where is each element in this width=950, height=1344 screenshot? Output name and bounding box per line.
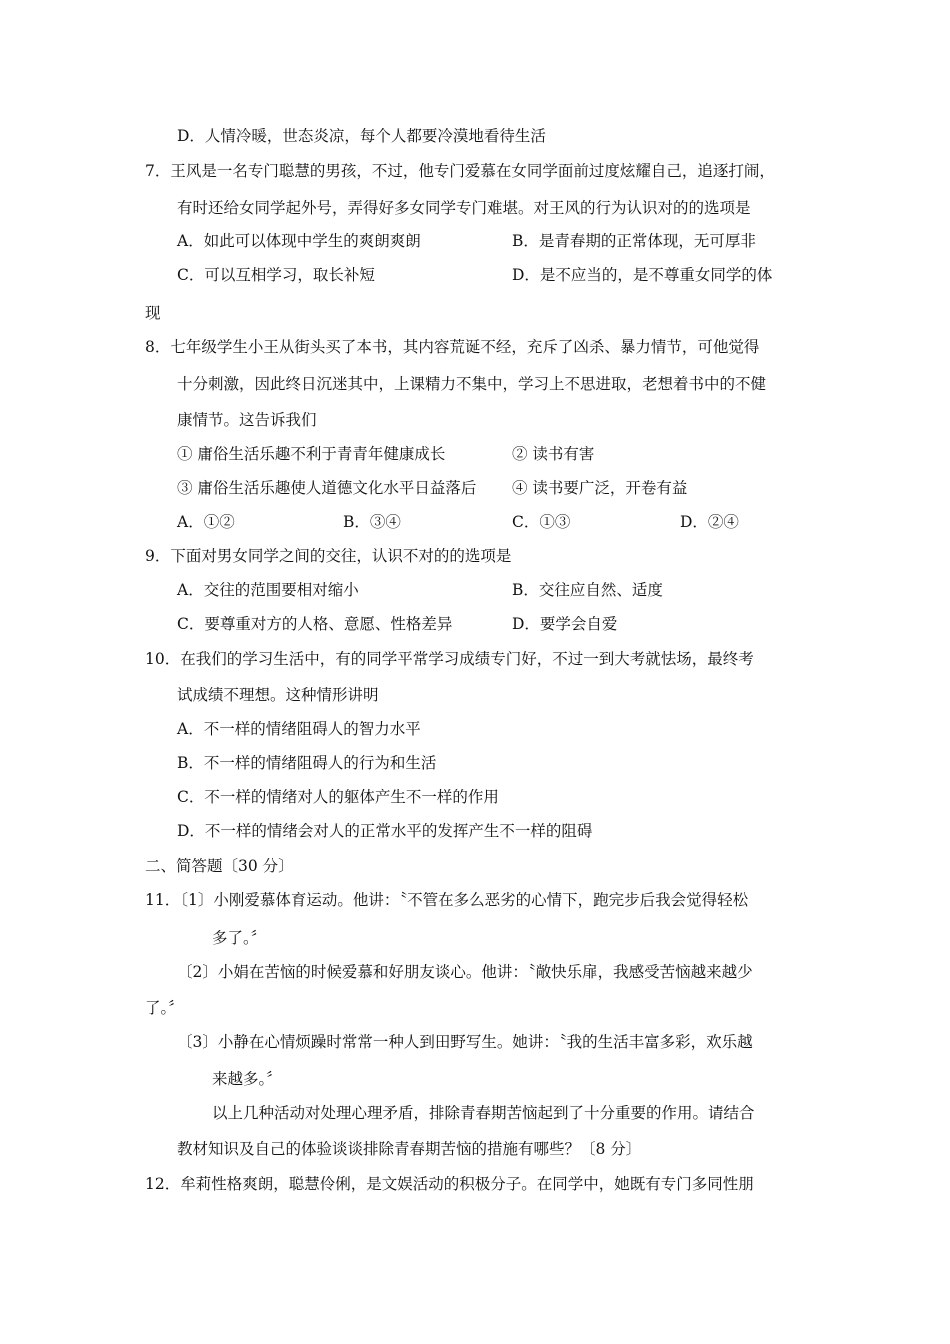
q9-option-b: B．交往应自然、适度	[512, 581, 663, 599]
q8-item-1: ① 庸俗生活乐趣不利于青青年健康成长	[177, 445, 446, 463]
q7-stem-line1: 7．王风是一名专门聪慧的男孩，不过，他专门爱慕在女同学面前过度炫耀自己，追逐打闹，	[145, 162, 775, 180]
q7-option-a: A．如此可以体现中学生的爽朗爽朗	[177, 232, 421, 250]
q8-option-b: B．③④	[343, 513, 401, 531]
q8-option-d: D．②④	[680, 513, 739, 531]
section-2-title: 二、简答题〔30 分〕	[145, 857, 294, 875]
q7-option-b: B．是青春期的正常体现，无可厚非	[512, 232, 756, 250]
q11-question-line1: 以上几种活动对处理心理矛盾，排除青春期苦恼起到了十分重要的作用。请结合	[212, 1104, 755, 1122]
q8-item-3: ③ 庸俗生活乐趣使人道德文化水平日益落后	[177, 479, 477, 497]
q11-part2-line1: 〔2〕小娟在苦恼的时候爱慕和好朋友谈心。他讲：〝敞快乐扉，我感受苦恼越来越少	[177, 963, 753, 981]
q8-stem-line2: 十分刺激，因此终日沉迷其中，上课精力不集中，学习上不思进取，老想着书中的不健	[177, 375, 767, 393]
q9-stem: 9．下面对男女同学之间的交往，认识不对的的选项是	[145, 547, 512, 565]
q10-option-d: D．不一样的情绪会对人的正常水平的发挥产生不一样的阻碍	[177, 822, 593, 840]
q10-stem-line2: 试成绩不理想。这种情形讲明	[177, 686, 379, 704]
q8-option-c: C．①③	[512, 513, 571, 531]
q9-option-c: C．要尊重对方的人格、意愿、性格差异	[177, 615, 453, 633]
q12-stem-line1: 12．牟莉性格爽朗，聪慧伶俐，是文娱活动的积极分子。在同学中，她既有专门多同性朋	[145, 1175, 754, 1193]
q10-option-b: B．不一样的情绪阻碍人的行为和生活	[177, 754, 437, 772]
q7-option-d-wrap: 现	[145, 304, 161, 322]
q9-option-a: A．交往的范围要相对缩小	[177, 581, 359, 599]
q6-option-d: D．人情冷暖，世态炎凉，每个人都要冷漠地看待生活	[177, 127, 546, 145]
q8-option-a: A．①②	[177, 513, 235, 531]
q11-part1-line2: 多了。〞	[212, 929, 267, 947]
q8-stem-line1: 8．七年级学生小王从街头买了本书，其内容荒诞不经，充斥了凶杀、暴力情节，可他觉得	[145, 338, 760, 356]
q10-option-a: A．不一样的情绪阻碍人的智力水平	[177, 720, 421, 738]
q11-part2-line2: 了。〞	[145, 999, 184, 1017]
q11-part1-line1: 11．〔1〕小刚爱慕体育运动。他讲：〝不管在多么恶劣的心情下，跑完步后我会觉得轻松	[145, 891, 749, 909]
q8-stem-line3: 康情节。这告诉我们	[177, 411, 317, 429]
q11-part3-line1: 〔3〕小静在心情烦躁时常常一种人到田野写生。她讲：〝我的生活丰富多彩，欢乐越	[177, 1033, 753, 1051]
q9-option-d: D．要学会自爱	[512, 615, 618, 633]
q7-stem-line2: 有时还给女同学起外号，弄得好多女同学专门难堪。对王风的行为认识对的的选项是	[177, 199, 751, 217]
q11-question-line2: 教材知识及自己的体验谈谈排除青春期苦恼的措施有哪些？〔8 分〕	[177, 1140, 642, 1158]
q8-item-4: ④ 读书要广泛，开卷有益	[512, 479, 688, 497]
q8-item-2: ② 读书有害	[512, 445, 595, 463]
q7-option-d: D．是不应当的，是不尊重女同学的体	[512, 266, 773, 284]
q10-stem-line1: 10．在我们的学习生活中，有的同学平常学习成绩专门好，不过一到大考就怯场，最终考	[145, 650, 754, 668]
q7-option-c: C．可以互相学习，取长补短	[177, 266, 375, 284]
q10-option-c: C．不一样的情绪对人的躯体产生不一样的作用	[177, 788, 499, 806]
q11-part3-line2: 来越多。〞	[212, 1070, 282, 1088]
